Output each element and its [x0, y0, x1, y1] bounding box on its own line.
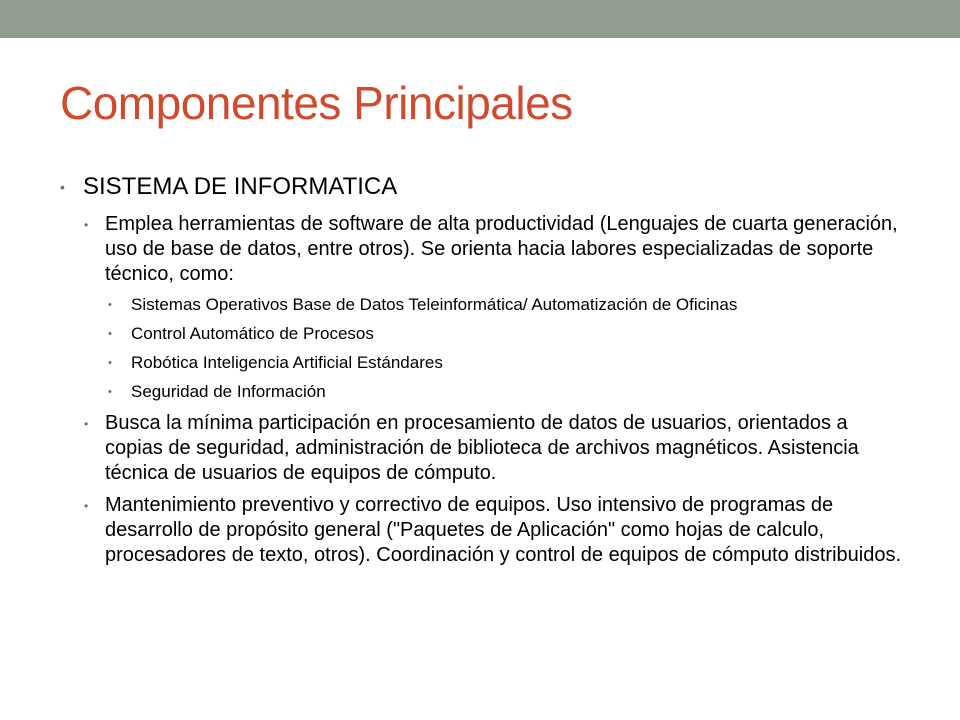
subpoint-text: Robótica Inteligencia Artificial Estándares — [131, 353, 443, 372]
bullet-icon: • — [84, 218, 89, 232]
bullet-icon: • — [108, 299, 112, 311]
list-item — [105, 353, 910, 373]
bullet-icon: • — [60, 179, 65, 195]
bullet-list — [60, 172, 910, 568]
bullet-icon: • — [108, 328, 112, 340]
sub-sub-bullet-list — [105, 295, 910, 402]
bullet-icon: • — [84, 499, 89, 513]
point-text: Emplea herramientas de software de alta productividad (Lenguajes de cuarta generación, uso de base de datos, entre otros). Se orienta hacia labores especializadas de soporte técnico, como: — [105, 213, 898, 285]
list-item — [105, 382, 910, 402]
slide-content — [60, 172, 910, 575]
sub-bullet-list — [83, 212, 910, 568]
subpoint-text: Sistemas Operativos Base de Datos Teleinformática/ Automatización de Oficinas — [131, 295, 738, 314]
list-item-data-processing — [83, 411, 910, 486]
subpoint-text: Seguridad de Información — [131, 382, 326, 401]
list-item-main — [60, 172, 910, 568]
top-accent-bar — [0, 0, 960, 38]
point-text: Busca la mínima participación en procesamiento de datos de usuarios, orientados a copias de seguridad, administración de biblioteca de archivos magnéticos. Asistencia técnica de usuarios de equipos de cómputo. — [105, 412, 859, 484]
bullet-icon: • — [108, 357, 112, 369]
subpoint-text: Control Automático de Procesos — [131, 324, 374, 343]
point-text: Mantenimiento preventivo y correctivo de equipos. Uso intensivo de programas de desarrollo de propósito general ("Paquetes de Aplicación" como hojas de calculo, procesadores de texto, otros). Coordinación y control de equipos de cómputo distribuidos. — [105, 494, 902, 566]
list-item-maintenance — [83, 493, 910, 568]
bullet-icon: • — [108, 386, 112, 398]
list-item — [105, 324, 910, 344]
list-item — [105, 295, 910, 315]
main-point-text: SISTEMA DE INFORMATICA — [83, 173, 398, 200]
list-item-software — [83, 212, 910, 402]
slide-title: Componentes Principales — [60, 77, 573, 129]
bullet-icon: • — [84, 417, 89, 431]
